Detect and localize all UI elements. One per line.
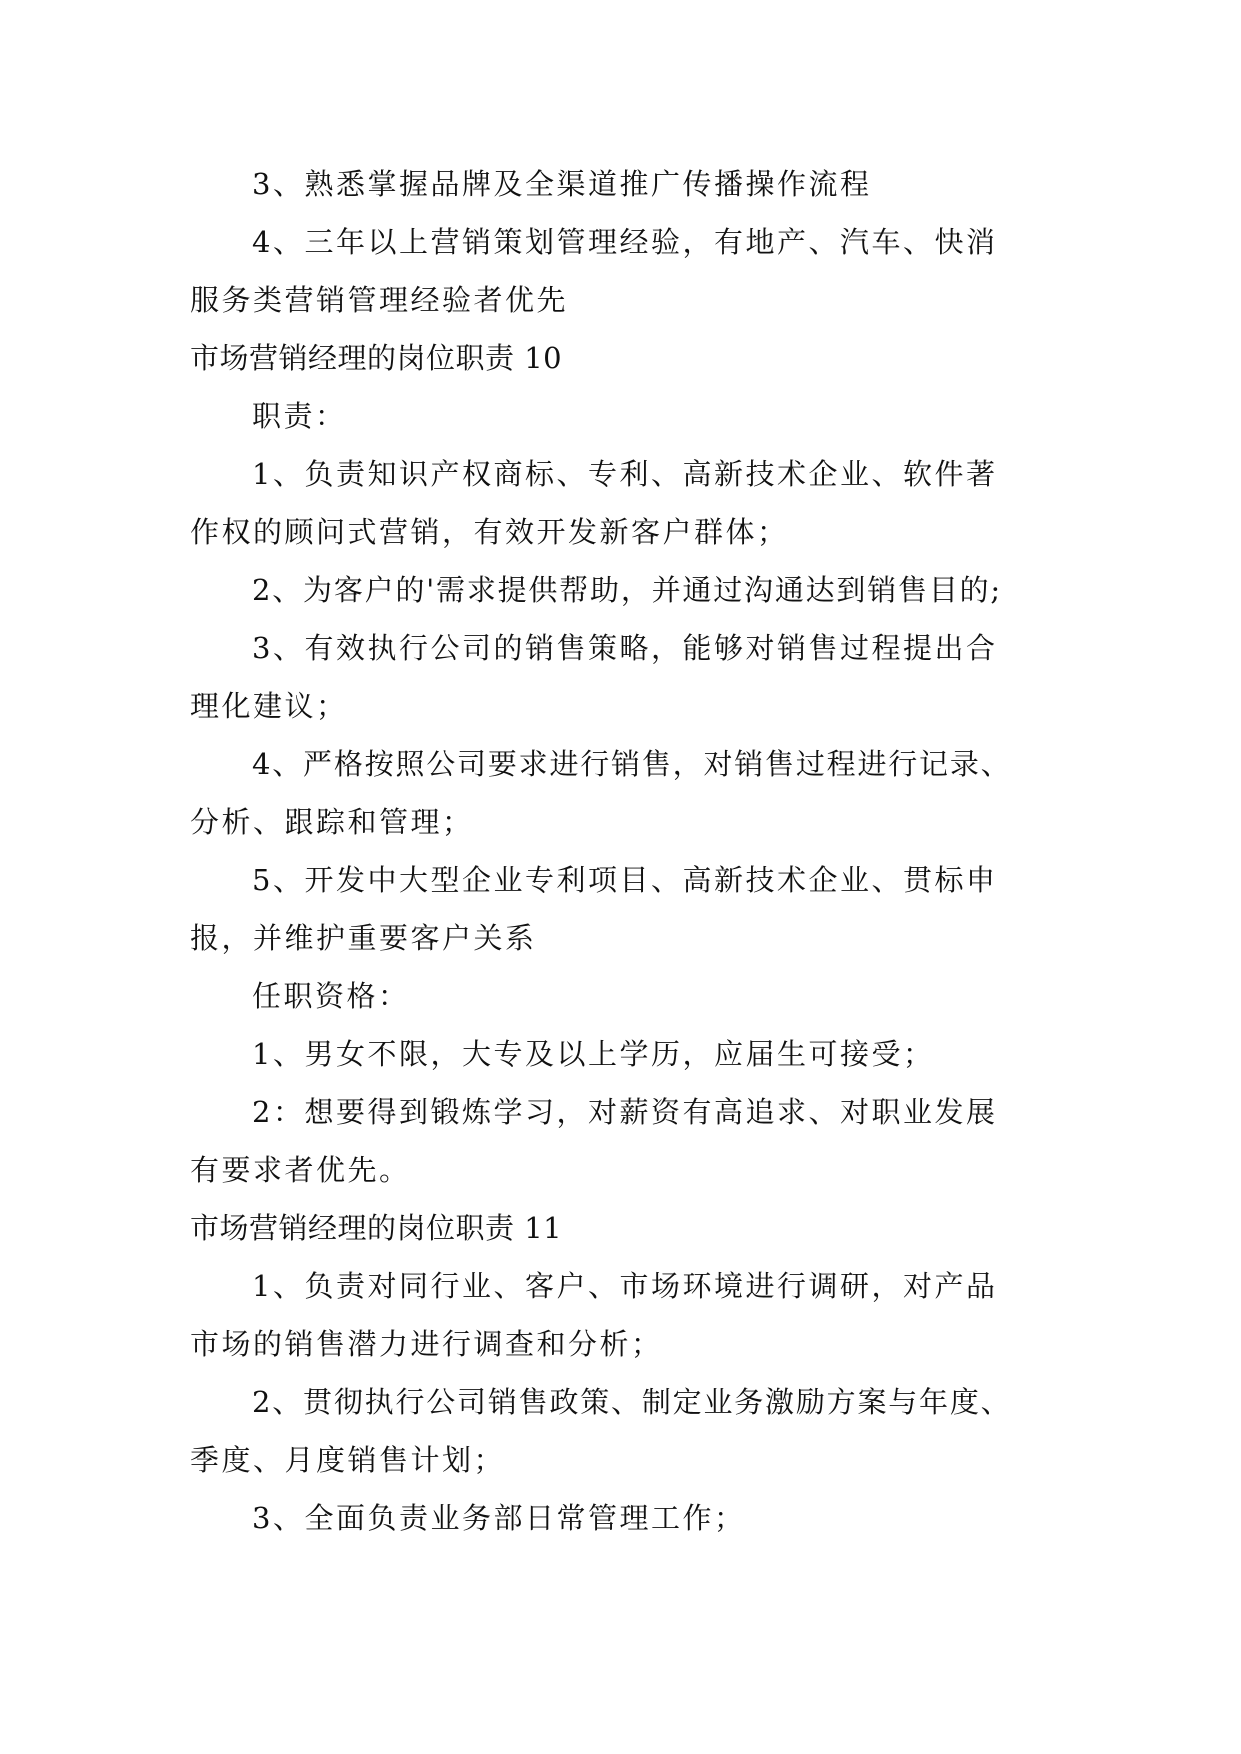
text-line: 1、负责知识产权商标、专利、高新技术企业、软件著 (252, 457, 998, 491)
text-line: 任职资格： (252, 979, 410, 1013)
text-line: 5、开发中大型企业专利项目、高新技术企业、贯标申 (252, 863, 998, 897)
text-line: 3、熟悉掌握品牌及全渠道推广传播操作流程 (252, 167, 872, 201)
text-line: 季度、月度销售计划； (190, 1443, 506, 1477)
text-line: 有要求者优先。 (190, 1153, 411, 1187)
text-line: 3、有效执行公司的销售策略，能够对销售过程提出合 (252, 631, 998, 665)
text-line: 4、严格按照公司要求进行销售，对销售过程进行记录、 (252, 747, 1012, 781)
text-line: 市场的销售潜力进行调查和分析； (190, 1327, 663, 1361)
section-heading: 市场营销经理的岗位职责 10 (190, 341, 563, 375)
text-line: 2：想要得到锻炼学习，对薪资有高追求、对职业发展 (252, 1095, 998, 1129)
text-line: 2、为客户的'需求提供帮助，并通过沟通达到销售目的; (252, 573, 1002, 607)
text-line: 服务类营销管理经验者优先 (190, 283, 569, 317)
text-line: 1、男女不限，大专及以上学历，应届生可接受； (252, 1037, 935, 1071)
text-line: 2、贯彻执行公司销售政策、制定业务激励方案与年度、 (252, 1385, 1012, 1419)
text-line: 1、负责对同行业、客户、市场环境进行调研，对产品 (252, 1269, 998, 1303)
text-line: 4、三年以上营销策划管理经验，有地产、汽车、快消 (252, 225, 998, 259)
text-line: 职责： (252, 399, 347, 433)
text-line: 分析、跟踪和管理； (190, 805, 474, 839)
text-line: 作权的顾问式营销，有效开发新客户群体； (190, 515, 789, 549)
text-line: 报，并维护重要客户关系 (190, 921, 537, 955)
section-heading: 市场营销经理的岗位职责 11 (190, 1211, 563, 1245)
text-line: 3、全面负责业务部日常管理工作； (252, 1501, 746, 1535)
text-line: 理化建议； (190, 689, 348, 723)
